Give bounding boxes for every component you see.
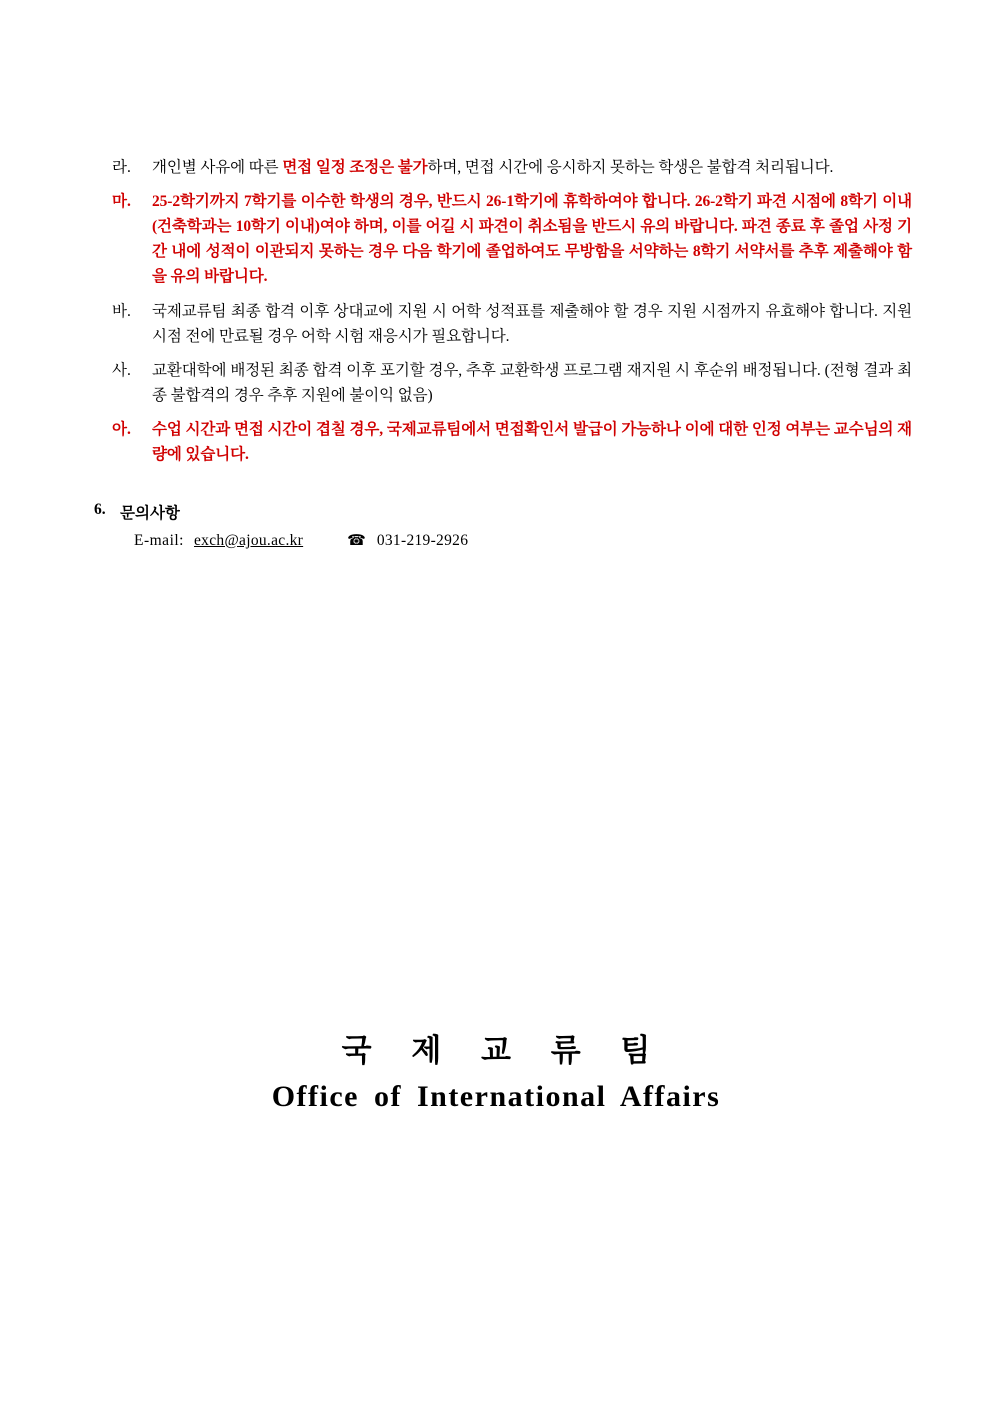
telephone-icon: ☎ bbox=[347, 533, 366, 550]
phone-block bbox=[347, 531, 468, 550]
list-item-text: 25-2학기까지 7학기를 이수한 학생의 경우, 반드시 26-1학기에 휴학하여야 합니다. 26-2학기 파견 시점에 8학기 이내(건축학과는 10학기 이내)여야 하며, 이를 어길 시 파견이 취소됨을 반드시 유의 바랍니다. 파견 종료 후 졸업 사정 기간 내에 성적이 이관되지 못하는 경우 다음 학기에 졸업하여도 무방함을 서약하는 8학기 서약서를 추후 제출해야 함을 유의 바랍니다. bbox=[152, 193, 912, 286]
list-item bbox=[112, 358, 912, 408]
document-footer bbox=[0, 1025, 992, 1114]
section-title: 문의사항 bbox=[120, 505, 180, 523]
document-content bbox=[94, 155, 912, 550]
email-label: E-mail: bbox=[134, 531, 184, 549]
text-segment: 개인별 사유에 따른 bbox=[152, 159, 283, 176]
list-item bbox=[112, 189, 912, 289]
text-segment: 하며, 면접 시간에 응시하지 못하는 학생은 불합격 처리됩니다. bbox=[427, 159, 834, 176]
email-link[interactable]: exch@ajou.ac.kr bbox=[194, 531, 304, 549]
list-item-text: 수업 시간과 면접 시간이 겹칠 경우, 국제교류팀에서 면접확인서 발급이 가능하나 이에 대한 인정 여부는 교수님의 재량에 있습니다. bbox=[152, 420, 912, 464]
footer-korean-title: 국 제 교 류 팀 bbox=[341, 1033, 667, 1068]
list-marker: 바. bbox=[112, 302, 131, 320]
list-item-text: 국제교류팀 최종 합격 이후 상대교에 지원 시 어학 성적표를 제출해야 할 경우 지원 시점까지 유효해야 합니다. 지원 시점 전에 만료될 경우 어학 시험 재응시가 필요합니다. bbox=[152, 302, 912, 345]
phone-number: 031-219-2926 bbox=[376, 531, 469, 549]
text-segment-highlight: 면접 일정 조정은 불가 bbox=[282, 159, 428, 176]
contact-line bbox=[134, 531, 912, 550]
list-item-text bbox=[152, 155, 912, 180]
list-item bbox=[112, 155, 912, 180]
list-item-text: 교환대학에 배정된 최종 합격 이후 포기할 경우, 추후 교환학생 프로그램 재지원 시 후순위 배정됩니다. (전형 결과 최종 불합격의 경우 추후 지원에 불이익 없음) bbox=[152, 361, 912, 404]
list-marker: 라. bbox=[112, 159, 131, 176]
footer-english-title: Office of International Affairs bbox=[271, 1080, 721, 1113]
list-marker: 아. bbox=[112, 420, 131, 438]
list-marker: 마. bbox=[112, 193, 131, 211]
list-marker: 사. bbox=[112, 361, 131, 379]
section-number: 6. bbox=[94, 501, 106, 519]
list-item bbox=[112, 417, 912, 467]
section-heading bbox=[94, 501, 912, 523]
list-item bbox=[112, 299, 912, 349]
